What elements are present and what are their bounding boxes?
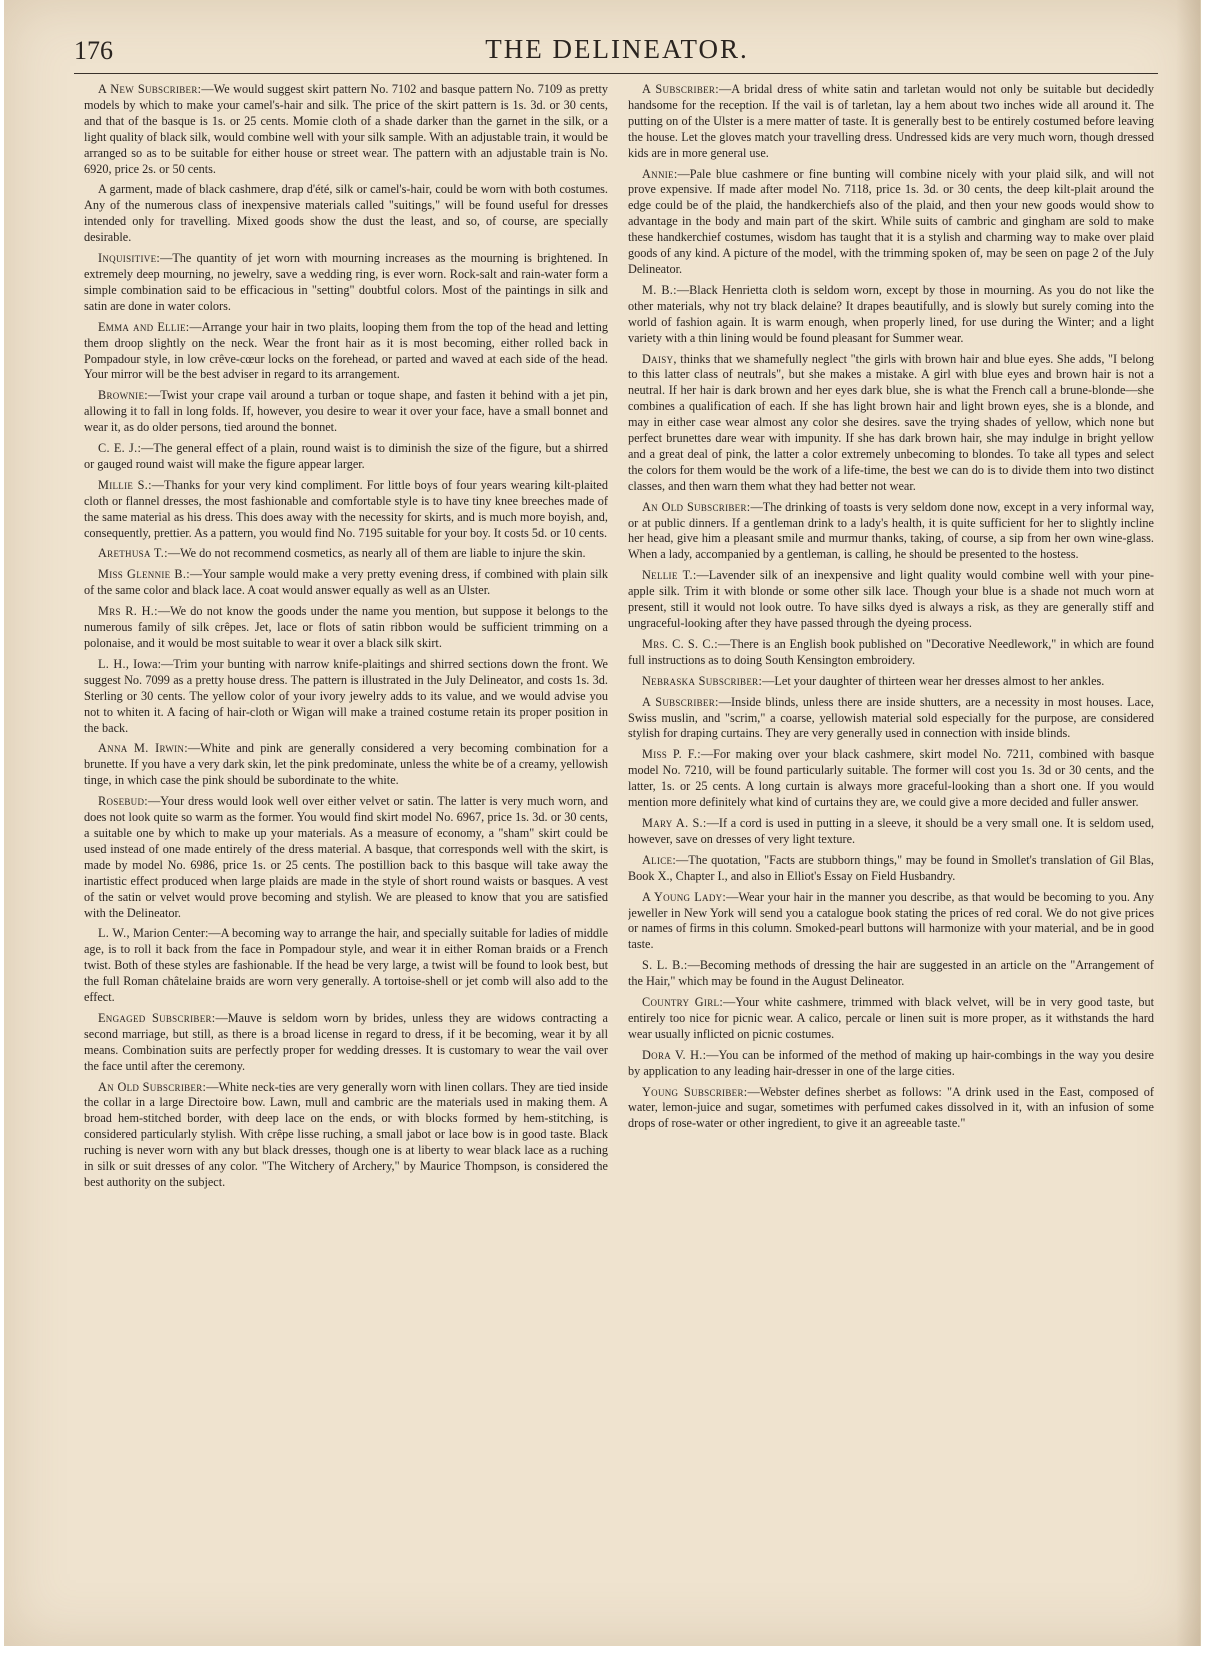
- answer-paragraph: [84, 604, 608, 652]
- correspondent-name: Miss Glennie B.:: [98, 567, 190, 582]
- answer-text: —Inside blinds, unless there are inside shutters, are a necessity in most houses. Lace, Swiss muslin, and "scrim," a coarse, yellowish material sold especially for the purpose, are considered stylish for draping curtains. They are very generally used in connection with inside blinds.: [628, 694, 1154, 741]
- correspondent-name: Young Subscriber:: [642, 1084, 748, 1099]
- answer-paragraph: [628, 1085, 1154, 1133]
- correspondent-name: S. L. B.:: [642, 958, 688, 973]
- correspondent-name: Dora V. H.:: [642, 1047, 707, 1062]
- correspondent-name: Annie:: [642, 166, 678, 181]
- correspondent-name: Alice:: [642, 852, 677, 867]
- correspondent-name: Daisy,: [642, 351, 677, 366]
- correspondent-name: Brownie:: [98, 388, 148, 403]
- answer-paragraph: [628, 695, 1154, 743]
- answer-text: —Becoming methods of dressing the hair are suggested in an article on the "Arrangement of the Hair," which may be found in the August Delineator.: [628, 958, 1154, 989]
- answer-text: —Your sample would make a very pretty evening dress, if combined with plain silk of the same color and black lace. A coat would answer equally as well as an Ulster.: [84, 567, 608, 598]
- correspondent-name: Engaged Subscriber:: [98, 1010, 216, 1025]
- answer-text: —White neck-ties are very generally worn with linen collars. They are tied inside the collar in a large Directoire bow. Lawn, mull and cambric are the materials used in making them. A broad hem-stitched border, with deep lace on the ends, or with blocks formed by hem-stitching, is considered particularly stylish. With crêpe lisse ruching, a small jabot or lace bow is in good taste. Black ruching is never worn with any but black dresses, though one is at liberty to wear black lace as a ruching in silk or suit dresses of any color. "The Witchery of Archery," by Maurice Thompson, is considered the best authority on the subject.: [84, 1079, 608, 1189]
- page-fold-shadow: [1176, 0, 1200, 1646]
- answer-text: —A bridal dress of white satin and tarletan would not only be suitable but decidedly handsome for the reception. If the vail is of tarletan, lay a hem about two inches wide all around it. The putting on of the Ulster is a mere matter of taste. It is generally best to be entirely costumed before leaving the house. Let the gloves match your travelling dress. Undressed kids are very much worn, though dressed kids are in more general use.: [628, 82, 1154, 160]
- answer-paragraph: [628, 568, 1154, 632]
- answer-text: —White and pink are generally considered a very becoming combination for a brunette. If you have a very dark skin, let the pink predominate, unless the white be of a creamy, yellowish tinge, in which case the pink should be subordinate to the white.: [84, 741, 608, 788]
- answer-paragraph: [628, 853, 1154, 885]
- answer-text: —Arrange your hair in two plaits, looping them from the top of the head and letting them droop slightly on the neck. Wear the front hair as it is most becoming, either rolled back in Pompadour style, in low crêve-cœur locks on the forehead, or parted and waved at each side of the head. Your mirror will be the best adviser in regard to its arrangement.: [84, 319, 608, 382]
- answer-paragraph: [628, 82, 1154, 162]
- answer-paragraph: [84, 441, 608, 473]
- correspondent-name: Anna M. Irwin:: [98, 741, 188, 756]
- correspondent-name: A Subscriber:: [642, 694, 719, 709]
- answer-text: Marion Center:—A becoming way to arrange the hair, and specially suitable for ladies of middle age, is to roll it back from the face in Pompadour style, and wear it in either Roman braids or a French twist. Both of these styles are fashionable. If the head be very large, a twist will be found to look best, but the full Roman châtelaine braids are worn very generally. A tortoise-shell or jet comb will also add to the effect.: [84, 926, 608, 1005]
- answer-paragraph: [628, 747, 1154, 811]
- answer-paragraph: [84, 82, 608, 177]
- header-rule: [74, 73, 1158, 74]
- answer-paragraph: [84, 1011, 608, 1075]
- answer-text: —There is an English book published on "Decorative Needlework," in which are found full instructions as to doing South Kensington embroidery.: [628, 636, 1154, 667]
- answer-text: —The quantity of jet worn with mourning increases as the mourning is brightened. In extremely deep mourning, no jewelry, save a wedding ring, is ever worn. Rock-salt and rain-water form a simple combination said to be efficacious in "setting" doubtful colors. Most of the paintings in silk and satin are done in water colors.: [84, 251, 608, 313]
- answer-text: A garment, made of black cashmere, drap d'été, silk or camel's-hair, could be worn with both costumes. Any of the numerous class of inexpensive materials called "suitings," will be found useful for dresses intended only for travelling. Mixed goods show the dust the least, and so, of course, are specially desirable.: [84, 182, 608, 245]
- answer-text: —If a cord is used in putting in a sleeve, it should be a very small one. It is seldom used, however, save on dresses of very light texture.: [628, 815, 1154, 846]
- correspondent-name: Inquisitive:: [98, 251, 161, 266]
- correspondent-name: L. H.,: [98, 656, 130, 671]
- answer-text: —For making over your black cashmere, skirt model No. 7211, combined with basque model No. 7210, will be found particularly suitable. The former will cost you 1s. 3d or 30 cents, and the latter, 1s. or 25 cents. A long curtain is always more graceful-looking than a short one. If you would mention more definitely what kind of curtains they are, we could give a more decided and fuller answer.: [628, 747, 1154, 810]
- answer-text: —Wear your hair in the manner you describe, as that would be becoming to you. Any jeweller in New York will send you a catalogue book stating the prices of red coral. We do not give prices or names of firms in this column. Smoked-pearl buttons will harmonize with your material, and be in good taste.: [628, 889, 1154, 952]
- correspondent-name: A New Subscriber:: [98, 82, 202, 96]
- answer-paragraph: [628, 167, 1154, 278]
- answer-text: thinks that we shamefully neglect "the girls with brown hair and blue eyes. She adds, "I belong to this latter class of neutrals", but she makes a mistake. A girl with blue eyes and brown hair is not a neutral. If her hair is dark brown and her eyes dark blue, she is what the French call a brune-blonde—she combines a qualification of each. If she has light brown hair and light brown eyes, she is a blonde, and may in either case wear almost any color she desires. save the trying shades of yellow, which none but perfect brunettes dare wear with impunity. If she has dark brown hair, she may indulge in bright yellow and a great deal of pink, the latter a color extremely unbecoming to blondes. To take all types and select the colors for them would be the work of a life-time, the best we can do is to divide them into two distinct classes, and then warn them what they had better not wear.: [628, 351, 1154, 493]
- answer-text: —The general effect of a plain, round waist is to diminish the size of the figure, but a shirred or gauged round waist will make the figure appear larger.: [84, 441, 608, 471]
- answer-text: —We do not know the goods under the name you mention, but suppose it belongs to the numerous family of silk crêpes. Jet, lace or flots of satin ribbon would be sufficient trimming on a polonaise, and it would be most suitable to wear it over a black silk skirt.: [84, 604, 608, 650]
- answer-paragraph: [628, 958, 1154, 990]
- answer-paragraph: [628, 637, 1154, 669]
- correspondent-name: Mary A. S.:: [642, 815, 707, 830]
- answer-paragraph: [628, 674, 1154, 690]
- answer-paragraph: [84, 388, 608, 436]
- answer-text: —You can be informed of the method of making up hair-combings in the way you desire by application to any leading hair-dresser in one of the large cities.: [628, 1047, 1154, 1078]
- answer-text: —Black Henrietta cloth is seldom worn, except by those in mourning. As you do not like the other materials, why not try black delaine? It drapes beautifully, and is slowly but surely coming into the world of fashion again. It is warm enough, when properly lined, for use during the Winter; and a light variety with a thin lining would be found pleasant for Summer wear.: [628, 282, 1154, 345]
- correspondent-name: C. E. J.:: [98, 441, 142, 456]
- left-column: [84, 82, 608, 1596]
- answer-text: —Pale blue cashmere or fine bunting will combine nicely with your plaid silk, and will not prove expensive. If made after model No. 7118, price 1s. 3d. or 30 cents, the deep kilt-plait around the edge could be of the plaid, the handkerchiefs also of the plaid, and then your new goods would show to advantage in the body and main part of the skirt. While suits of cambric and gingham are sold to make these handkerchief costumes, wisdom has taught that it is a stylish and charming way to make over plaid goods of any kind. A picture of the model, with the trimming spoken of, may be seen on page 2 of the July Delineator.: [628, 166, 1154, 276]
- answer-paragraph: [84, 251, 608, 315]
- answer-text: —Let your daughter of thirteen wear her dresses almost to her ankles.: [762, 673, 1105, 688]
- answer-paragraph: [628, 283, 1154, 347]
- answer-paragraph: [628, 352, 1154, 495]
- correspondent-name: Mrs. C. S. C.:: [642, 636, 718, 651]
- answer-paragraph: [628, 500, 1154, 564]
- answer-text: —The drinking of toasts is very seldom done now, except in a very informal way, or at public dinners. If a gentleman drink to a lady's health, it is quite sufficient for her to slightly incline her head, give him a pleasant smile and murmur thanks, taking, of course, a sip from her own wine-glass. When a lady, accompanied by a gentleman, is calling, he should be presented to the hostess.: [628, 499, 1154, 562]
- answer-paragraph: [628, 1048, 1154, 1080]
- answer-text: —Mauve is seldom worn by brides, unless they are widows contracting a second marriage, but still, as there is a broad license in regard to dress, if it be becoming, wear it by all means. Combination suits are perfectly proper for wedding dresses. It is customary to wear the vail over the face until after the ceremony.: [84, 1010, 608, 1073]
- answer-text: —Webster defines sherbet as follows: "A drink used in the East, composed of water, lemon-juice and sugar, sometimes with perfumed cakes dissolved in it, with an infusion of some drops of rose-water or other ingredient, to give it an agreeable taste.": [628, 1084, 1154, 1131]
- answer-text: —Lavender silk of an inexpensive and light quality would combine well with your pine-apple silk. Trim it with blonde or some other silk lace. Though your blue is a shade not much worn at present, still it would not look outre. To have silks dyed is always a risk, as they are generally stiff and ungraceful-looking after they have passed through the dyeing process.: [628, 568, 1154, 630]
- correspondent-name: Nellie T.:: [642, 568, 697, 583]
- answer-paragraph: [84, 182, 608, 246]
- answer-text: —Thanks for your very kind compliment. For little boys of four years wearing kilt-plaited cloth or flannel dresses, the most fashionable and comfortable style is to have tiny knee breeches made of the same material as his dress. This does away with the necessity for skirts, and is much more boyish, and, consequently, prettier. As a pattern, you would find No. 7195 suitable for your boy. It costs 5d. or 10 cents.: [84, 477, 608, 540]
- correspondent-name: Emma and Ellie:: [98, 319, 190, 334]
- correspondent-name: Millie S.:: [98, 477, 152, 492]
- answer-paragraph: [84, 320, 608, 384]
- answer-paragraph: [84, 567, 608, 599]
- correspondent-name: Mrs R. H.:: [98, 604, 158, 619]
- answer-paragraph: [84, 478, 608, 542]
- answer-paragraph: [84, 546, 608, 562]
- magazine-page: [4, 0, 1201, 1646]
- answer-text: —We do not recommend cosmetics, as nearly all of them are liable to injure the skin.: [167, 546, 586, 561]
- page-number: 176: [74, 36, 113, 65]
- correspondent-name: Country Girl:: [642, 995, 724, 1010]
- answer-text: —The quotation, "Facts are stubborn things," may be found in Smollet's translation of Gil Blas, Book X., Chapter I., and also in Elliot's Essay on Field Husbandry.: [628, 852, 1154, 883]
- correspondent-name: A Young Lady:: [642, 889, 727, 904]
- answer-paragraph: [84, 1080, 608, 1191]
- correspondent-name: M. B.:: [642, 282, 677, 297]
- answer-text: —Your white cashmere, trimmed with black velvet, will be in very good taste, but entirely too nice for picnic wear. A calico, percale or linen suit is more proper, as it withstands the hard wear usually inflicted on picnic costumes.: [628, 995, 1154, 1041]
- answer-paragraph: [84, 794, 608, 921]
- correspondent-name: A Subscriber:: [642, 82, 719, 96]
- answer-paragraph: [628, 816, 1154, 848]
- answer-paragraph: [628, 995, 1154, 1043]
- page-title: THE DELINEATOR.: [485, 34, 749, 64]
- page-header: [74, 30, 1160, 74]
- correspondent-name: Miss P. F.:: [642, 747, 701, 762]
- correspondent-name: An Old Subscriber:: [98, 1079, 207, 1094]
- answer-text: Iowa:—Trim your bunting with narrow knife-plaitings and shirred sections down the front. We suggest No. 7099 as a pretty house dress. The pattern is illustrated in the July Delineator, and costs 1s. 3d. Sterling or 30 cents. The yellow color of your ivory jewelry adds to its value, and we would advise you not to whiten it. A facing of hair-cloth or Wigan will make a trained costume retain its proper position in the back.: [84, 656, 608, 735]
- right-column: [628, 82, 1154, 1596]
- answer-paragraph: [84, 741, 608, 789]
- answer-paragraph: [84, 657, 608, 737]
- correspondent-name: L. W.,: [98, 926, 130, 941]
- correspondent-name: Nebraska Subscriber:: [642, 673, 763, 688]
- answer-text: —Twist your crape vail around a turban or toque shape, and fasten it behind with a jet pin, allowing it to fall in long folds. If, however, you desire to wear it over your face, have a small bonnet and wear it, as do older persons, tied around the bonnet.: [84, 388, 608, 435]
- answer-text: —Your dress would look well over either velvet or satin. The latter is very much worn, and does not look quite so warm as the former. You would find skirt model No. 6967, price 1s. 3d. or 30 cents, a suitable one by which to make up your materials. As a measure of economy, a "sham" skirt could be used instead of one made entirely of the dress material. A basque, that corresponds well with the skirt, is made by model No. 6986, price 1s. or 25 cents. The postillion back to this basque will take away the inartistic effect produced when large plaids are made in the style of short round waists or basques. A vest of the satin or velvet would prove becoming and stylish. We are pleased to know that you are satisfied with the Delineator.: [84, 794, 608, 920]
- answer-paragraph: [628, 890, 1154, 954]
- correspondent-name: An Old Subscriber:: [642, 499, 751, 514]
- correspondent-name: Rosebud:: [98, 794, 148, 809]
- answer-text: —We would suggest skirt pattern No. 7102 and basque pattern No. 7109 as pretty models by which to make your camel's-hair and silk. The price of the skirt pattern is 1s. 3d. or 30 cents, and that of the basque is 1s. or 25 cents. Momie cloth of a shade darker than the garnet in the silk, or a light quality of black silk, would combine well with your silk sample. With an adjustable train, it would be arranged so as to be suitable for either house or street wear. The pattern with an adjustable train is No. 6920, price 2s. or 50 cents.: [84, 82, 608, 176]
- answer-paragraph: [84, 926, 608, 1006]
- correspondent-name: Arethusa T.:: [98, 546, 168, 561]
